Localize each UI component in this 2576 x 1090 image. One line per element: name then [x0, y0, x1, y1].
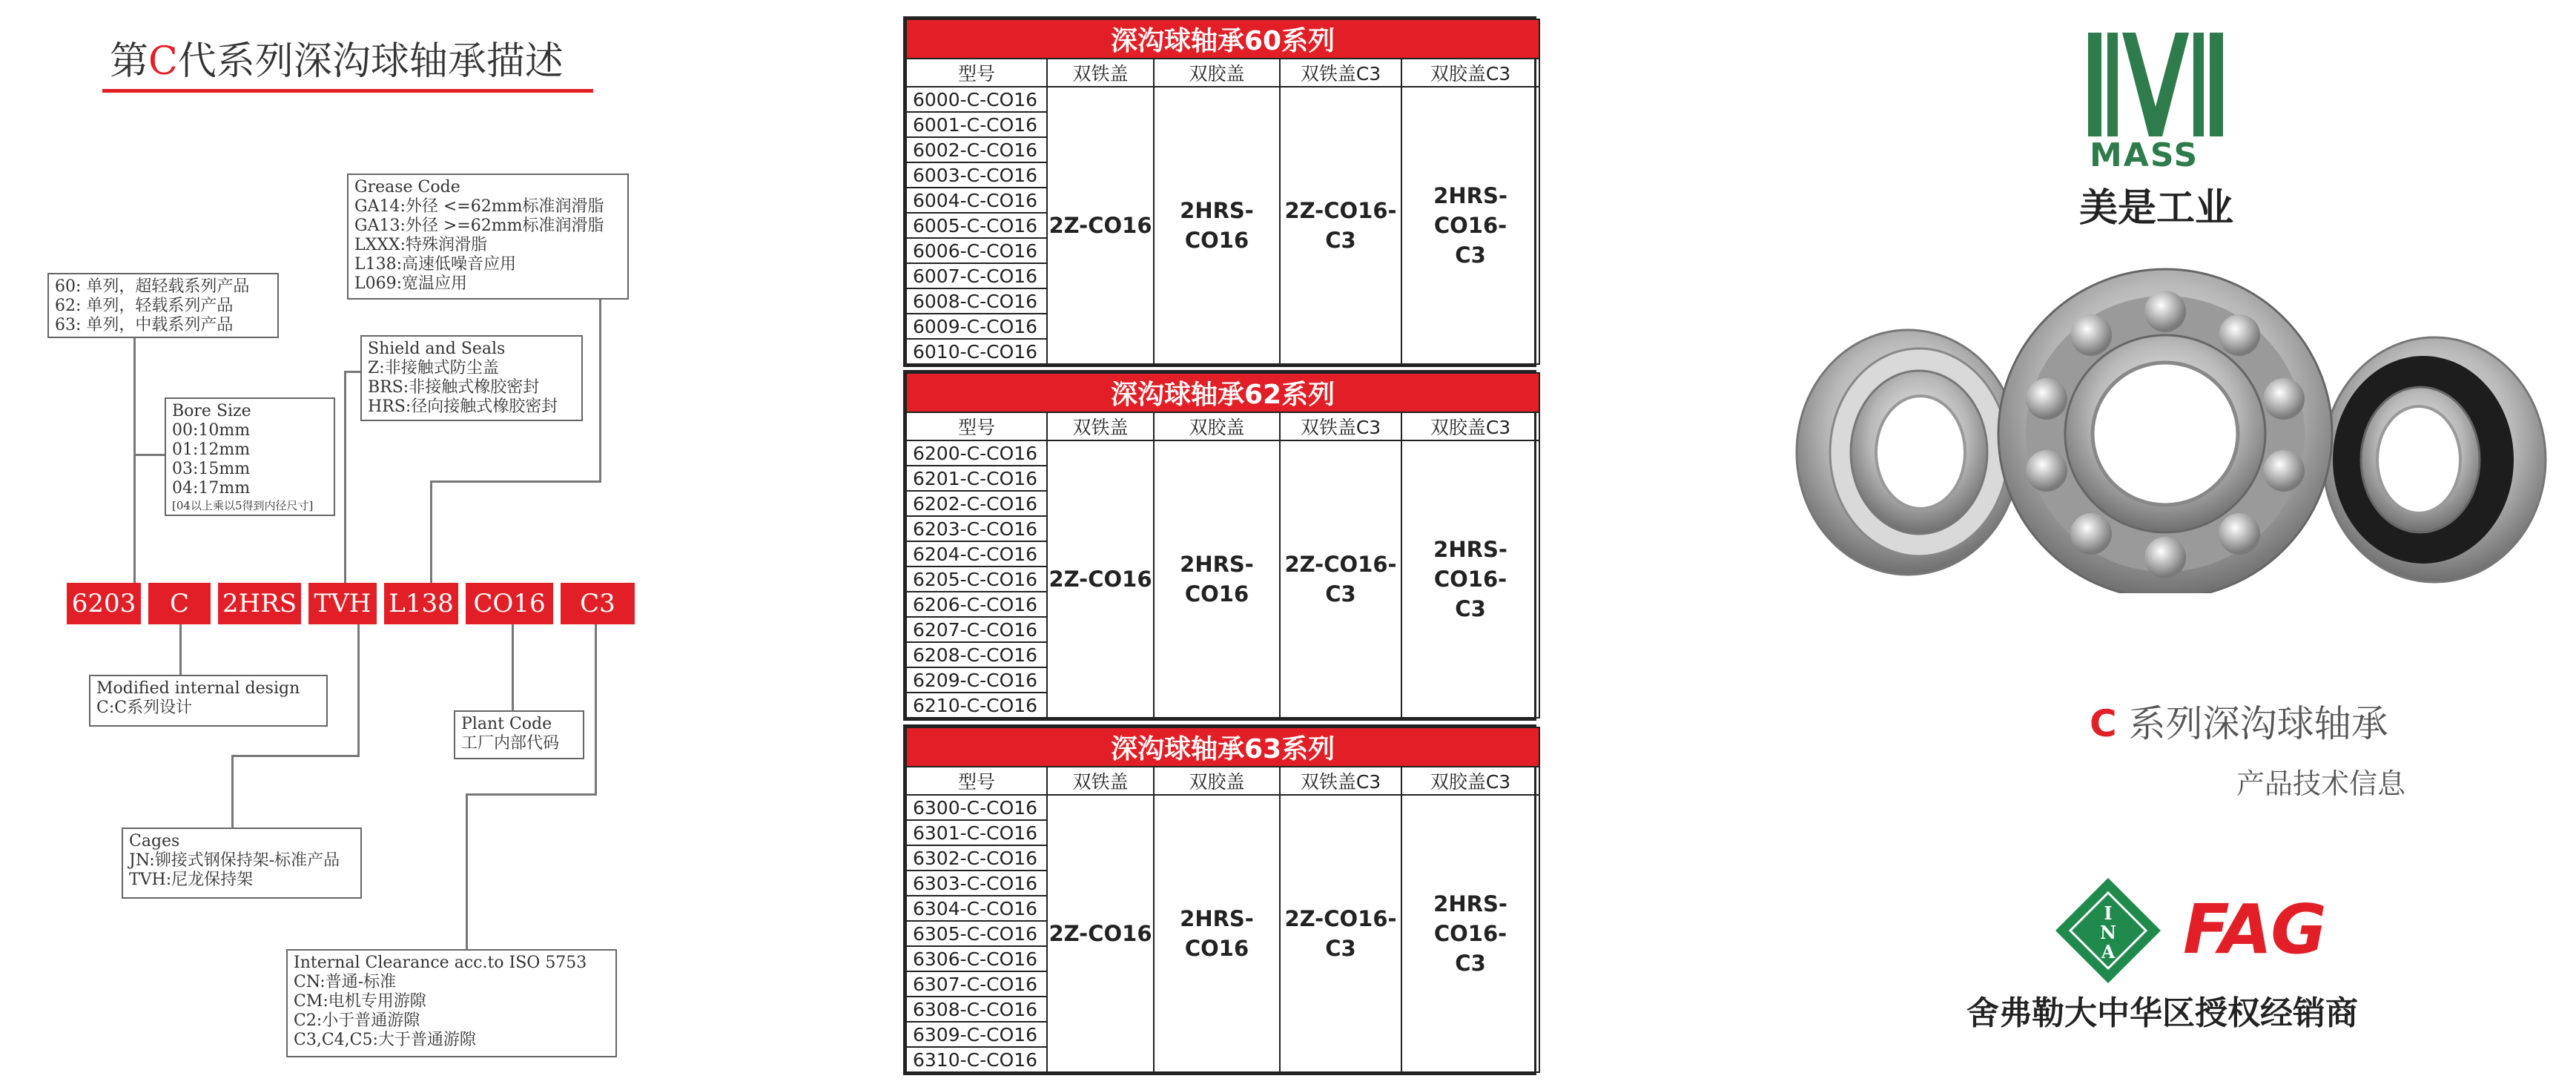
- column-header: 双铁盖C3: [1280, 412, 1401, 440]
- series-line: 62: 单列，轻载系列产品: [55, 297, 234, 315]
- model-cell: 6208-C-CO16: [906, 642, 1047, 667]
- model-cell: 6203-C-CO16: [906, 516, 1047, 541]
- shield-seals-box: [360, 335, 583, 421]
- column-header: 双铁盖C3: [1280, 59, 1401, 87]
- model-cell: 6307-C-CO16: [906, 971, 1047, 997]
- connector-line: [133, 454, 166, 456]
- connector-line: [595, 624, 597, 795]
- code-segment: 2HRS: [218, 583, 301, 624]
- subtitle-c: C: [2090, 702, 2117, 745]
- column-header: 双铁盖: [1047, 412, 1154, 440]
- connector-line: [357, 624, 360, 756]
- table-header: 深沟球轴承63系列: [906, 727, 1539, 767]
- connector-line: [512, 624, 514, 712]
- table-row: [906, 440, 1539, 466]
- cages-box: [122, 828, 362, 899]
- model-cell: 6207-C-CO16: [906, 617, 1047, 642]
- code-segment: C: [148, 583, 211, 624]
- grease-code-box: [347, 174, 629, 300]
- box-title: Plant Code: [461, 715, 552, 733]
- box-line: CM:电机专用游隙: [294, 992, 426, 1011]
- model-cell: 6302-C-CO16: [906, 845, 1047, 871]
- ina-letter: A: [2101, 941, 2116, 962]
- model-cell: 6202-C-CO16: [906, 491, 1047, 516]
- connector-line: [430, 480, 432, 583]
- model-cell: 6007-C-CO16: [906, 263, 1047, 288]
- model-cell: 6002-C-CO16: [906, 137, 1047, 162]
- box-line: C2:小于普通游隙: [294, 1011, 420, 1030]
- column-header: 型号: [906, 412, 1047, 440]
- model-cell: 6201-C-CO16: [906, 466, 1047, 491]
- column-header: 双胶盖: [1154, 767, 1280, 795]
- variant-cell: 2HRS- CO16: [1154, 795, 1280, 1072]
- model-cell: 6003-C-CO16: [906, 162, 1047, 188]
- title-suffix: 代系列深沟球轴承描述: [177, 39, 564, 84]
- model-cell: 6005-C-CO16: [906, 213, 1047, 238]
- diagram-title: [110, 30, 564, 85]
- box-line: JN:铆接式钢保持架-标准产品: [129, 851, 340, 870]
- table-row: [906, 87, 1539, 112]
- box-line: C:C系列设计: [96, 698, 193, 717]
- connector-line: [430, 480, 601, 483]
- variant-cell: 2Z-CO16: [1047, 795, 1154, 1072]
- variant-cell: 2HRS- CO16: [1154, 440, 1280, 718]
- column-header: 双铁盖: [1047, 767, 1154, 795]
- variant-cell: 2Z-CO16: [1047, 440, 1154, 718]
- model-cell: 6305-C-CO16: [906, 921, 1047, 946]
- model-cell: 6200-C-CO16: [906, 440, 1047, 466]
- series-line: 63: 单列，中载系列产品: [55, 316, 234, 334]
- ina-letter: N: [2100, 922, 2116, 943]
- box-line: TVH:尼龙保持架: [129, 871, 254, 889]
- model-cell: 6308-C-CO16: [906, 997, 1047, 1022]
- column-header: 双胶盖: [1154, 59, 1280, 87]
- series-table: [903, 724, 1536, 1075]
- title-c: C: [148, 39, 178, 84]
- model-cell: 6204-C-CO16: [906, 541, 1047, 567]
- model-cell: 6006-C-CO16: [906, 238, 1047, 263]
- ina-logo-icon: [2054, 876, 2162, 985]
- box-line: GA13:外径 >=62mm标准润滑脂: [354, 217, 604, 235]
- variant-cell: 2HRS- CO16: [1154, 87, 1280, 364]
- model-cell: 6300-C-CO16: [906, 795, 1047, 820]
- mass-logo-text: MASS: [2090, 136, 2199, 174]
- series-line: 60: 单列，超轻载系列产品: [55, 277, 250, 296]
- box-line: Z:非接触式防尘盖: [368, 359, 499, 377]
- model-cell: 6001-C-CO16: [906, 112, 1047, 137]
- code-segment: C3: [561, 583, 635, 624]
- box-line: C3,C4,C5:大于普通游隙: [294, 1031, 476, 1049]
- column-header: 型号: [906, 767, 1047, 795]
- model-cell: 6008-C-CO16: [906, 288, 1047, 314]
- column-header: 双胶盖C3: [1401, 412, 1539, 440]
- connector-line: [466, 793, 597, 796]
- box-line: L138:高速低噪音应用: [354, 255, 517, 274]
- column-header: 双胶盖C3: [1401, 59, 1539, 87]
- box-line: CN:普通-标准: [294, 973, 397, 991]
- box-line: 00:10mm: [172, 421, 251, 440]
- bearings-image: [1786, 267, 2549, 593]
- clearance-box: [286, 949, 617, 1057]
- column-header: 双铁盖C3: [1280, 767, 1401, 795]
- dealer-statement: 舍弗勒大中华区授权经销商: [1966, 994, 2358, 1032]
- box-line: BRS:非接触式橡胶密封: [368, 378, 540, 397]
- variant-cell: 2Z-CO16- C3: [1280, 87, 1401, 364]
- series-table: [903, 16, 1536, 367]
- modified-design-box: [89, 675, 328, 727]
- variant-cell: 2Z-CO16- C3: [1280, 440, 1401, 718]
- box-title: Shield and Seals: [368, 340, 506, 358]
- model-cell: 6000-C-CO16: [906, 87, 1047, 112]
- title-underline: [102, 89, 593, 93]
- connector-line: [344, 371, 360, 373]
- box-title: Internal Clearance acc.to ISO 5753: [294, 954, 587, 972]
- model-cell: 6304-C-CO16: [906, 896, 1047, 921]
- connector-line: [133, 337, 136, 583]
- variant-cell: 2HRS-CO16- C3: [1401, 87, 1539, 364]
- model-cell: 6306-C-CO16: [906, 946, 1047, 971]
- connector-line: [179, 624, 182, 676]
- column-header: 双胶盖C3: [1401, 767, 1539, 795]
- series-table: [903, 370, 1536, 721]
- connector-line: [344, 371, 346, 583]
- table-header: 深沟球轴承60系列: [906, 19, 1539, 59]
- box-title: Bore Size: [172, 402, 251, 420]
- product-subtitle: [2090, 694, 2388, 747]
- column-header: 型号: [906, 59, 1047, 87]
- fag-logo: FAG: [2183, 890, 2325, 969]
- title-prefix: 第: [110, 39, 149, 84]
- series-box: [47, 273, 279, 338]
- bore-size-box: [165, 397, 335, 516]
- ina-letter: I: [2104, 902, 2113, 924]
- table-header: 深沟球轴承62系列: [906, 373, 1539, 412]
- box-title: Modified internal design: [96, 679, 300, 698]
- box-line: GA14:外径 <=62mm标准润滑脂: [354, 197, 604, 216]
- code-segment: TVH: [308, 583, 377, 624]
- box-line: LXXX:特殊润滑脂: [354, 236, 488, 254]
- connector-line: [599, 294, 601, 480]
- variant-cell: 2HRS-CO16- C3: [1401, 795, 1539, 1072]
- box-title: Grease Code: [354, 178, 460, 196]
- model-cell: 6205-C-CO16: [906, 567, 1047, 592]
- box-line: 04:17mm: [172, 479, 251, 498]
- box-line: HRS:径向接触式橡胶密封: [368, 397, 558, 416]
- box-line: 工厂内部代码: [461, 734, 560, 753]
- mass-logo-icon: [2088, 33, 2223, 136]
- code-segment: CO16: [466, 583, 553, 624]
- model-cell: 6009-C-CO16: [906, 314, 1047, 339]
- model-cell: 6303-C-CO16: [906, 871, 1047, 896]
- code-segment: 6203: [67, 583, 141, 624]
- model-cell: 6210-C-CO16: [906, 693, 1047, 718]
- product-info-label: 产品技术信息: [2236, 767, 2406, 800]
- model-cell: 6301-C-CO16: [906, 820, 1047, 845]
- model-cell: 6209-C-CO16: [906, 667, 1047, 693]
- variant-cell: 2Z-CO16- C3: [1280, 795, 1401, 1072]
- code-segment: L138: [384, 583, 458, 624]
- variant-cell: 2Z-CO16: [1047, 87, 1154, 364]
- box-line: L069:宽温应用: [354, 274, 468, 293]
- table-row: [906, 795, 1539, 820]
- model-cell: 6004-C-CO16: [906, 188, 1047, 213]
- box-line: 01:12mm: [172, 440, 251, 459]
- variant-cell: 2HRS-CO16- C3: [1401, 440, 1539, 718]
- column-header: 双铁盖: [1047, 59, 1154, 87]
- model-cell: 6010-C-CO16: [906, 339, 1047, 364]
- box-line: 03:15mm: [172, 460, 251, 478]
- column-header: 双胶盖: [1154, 412, 1280, 440]
- model-cell: 6206-C-CO16: [906, 592, 1047, 617]
- box-note: [04以上乘以5得到内径尺寸]: [172, 499, 314, 512]
- model-cell: 6309-C-CO16: [906, 1022, 1047, 1047]
- plant-code-box: [454, 710, 584, 759]
- model-cell: 6310-C-CO16: [906, 1047, 1047, 1072]
- subtitle-text: 系列深沟球轴承: [2116, 702, 2388, 745]
- connector-line: [231, 755, 234, 829]
- box-title: Cages: [129, 832, 180, 850]
- connector-line: [466, 793, 468, 951]
- connector-line: [231, 755, 360, 757]
- company-name: 美是工业: [2079, 186, 2234, 231]
